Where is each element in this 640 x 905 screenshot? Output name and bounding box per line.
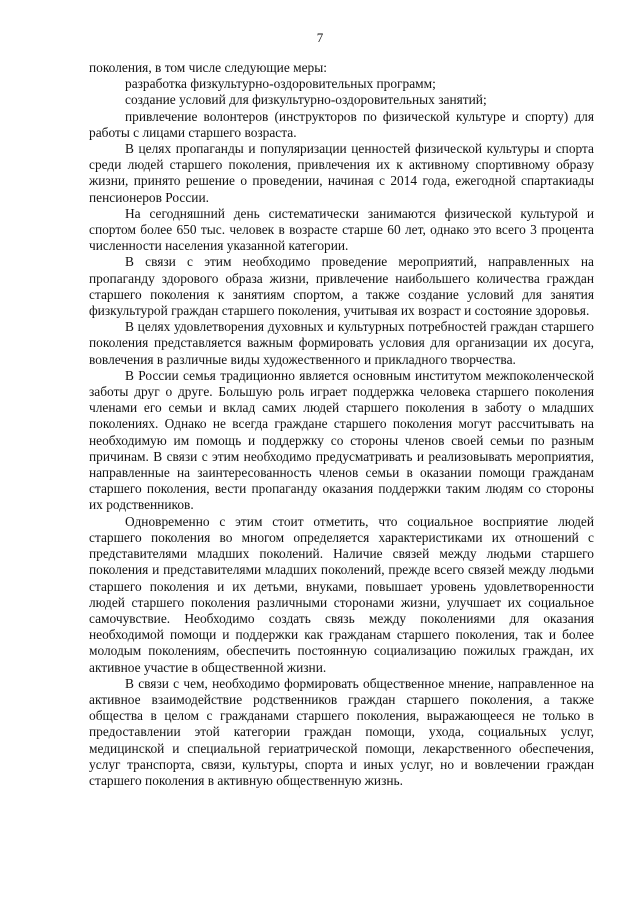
page-number: 7 <box>316 30 324 45</box>
paragraph-spartakiad: В целях пропаганды и популяризации ценностей физической культуры и спорта среди людей старшего поколения, привлечения их к активному спортивному образу жизни, принято решение о проведении, начиная с 2014 года, ежегодной спартакиады пенсионеров России. <box>89 141 594 205</box>
paragraph-public-opinion: В связи с чем, необходимо формировать общественное мнение, направленное на активное взаимодействие родственников граждан старшего поколения, а также общества в целом с гражданами старшего поколения, выражающееся не только в предоставлении этой категории граждан помощи, ухода, социальных услуг, медицинской и специальной гериатрической помощи, лекарственного обеспечения, услуг транспорта, связи, культуры, спорта и иных услуг, но и вовлечении граждан старшего поколения в активную общественную жизнь. <box>89 675 594 788</box>
list-item-programs: разработка физкультурно-оздоровительных программ; <box>125 76 436 92</box>
paragraph-generations: Одновременно с этим стоит отметить, что социальное восприятие людей старшего поколения во многом определяется характеристиками их отношений с представителями младших поколений. Наличие связей между людьми старшего поколения и представителями младших поколений, прежде всего связей между людьми старшего поколения и их детьми, внуками, повышает уровень удовлетворенности людей старшего поколения различными сторонами жизни, улучшает их социальное самочувствие. Необходимо создать связь между поколениями для оказания необходимой помощи и поддержки как гражданам старшего поколения, так и более молодым поколениям, обеспечить постоянную социализацию пожилых граждан, их активное участие в общественной жизни. <box>89 513 594 675</box>
list-item-volunteers: привлечение волонтеров (инструкторов по физической культуре и спорту) для работы с лицами старшего возраста. <box>89 108 594 140</box>
list-item-conditions: создание условий для физкультурно-оздоровительных занятий; <box>125 92 487 108</box>
document-body <box>89 60 594 789</box>
paragraph-healthy-lifestyle: В связи с этим необходимо проведение мероприятий, направленных на пропаганду здорового образа жизни, привлечение наибольшего количества граждан старшего поколения к занятиям спортом, а также создание условий для занятия физкультурой граждан старшего поколения, учитывая их возраст и состояние здоровья. <box>89 254 594 319</box>
paragraph-continuation: поколения, в том числе следующие меры: <box>89 60 327 75</box>
paragraph-family-care: В России семья традиционно является основным институтом межпоколенческой заботы друг о друге. Большую роль играет поддержка человека старшего поколения членами его семьи и вклад самих людей старшего поколения в заботу о младших поколениях. Однако не всегда граждане старшего поколения могут рассчитывать на необходимую им помощь и поддержку со стороны членов своей семьи по разным причинам. В связи с этим необходимо предусматривать и реализовывать мероприятия, направленные на заинтересованность членов семьи в оказании помощи гражданам старшего поколения, вести пропаганду оказания поддержки таким людям со стороны их родственников. <box>89 367 594 513</box>
paragraph-statistics: На сегодняшний день систематически занимаются физической культурой и спортом более 650 тыс. человек в возрасте старше 60 лет, однако это всего 3 процента численности населения указанной категории. <box>89 205 594 254</box>
paragraph-leisure: В целях удовлетворения духовных и культурных потребностей граждан старшего поколения представляется важным формировать условия для организации их досуга, вовлечения в различные виды художественного и прикладного творчества. <box>89 319 594 367</box>
